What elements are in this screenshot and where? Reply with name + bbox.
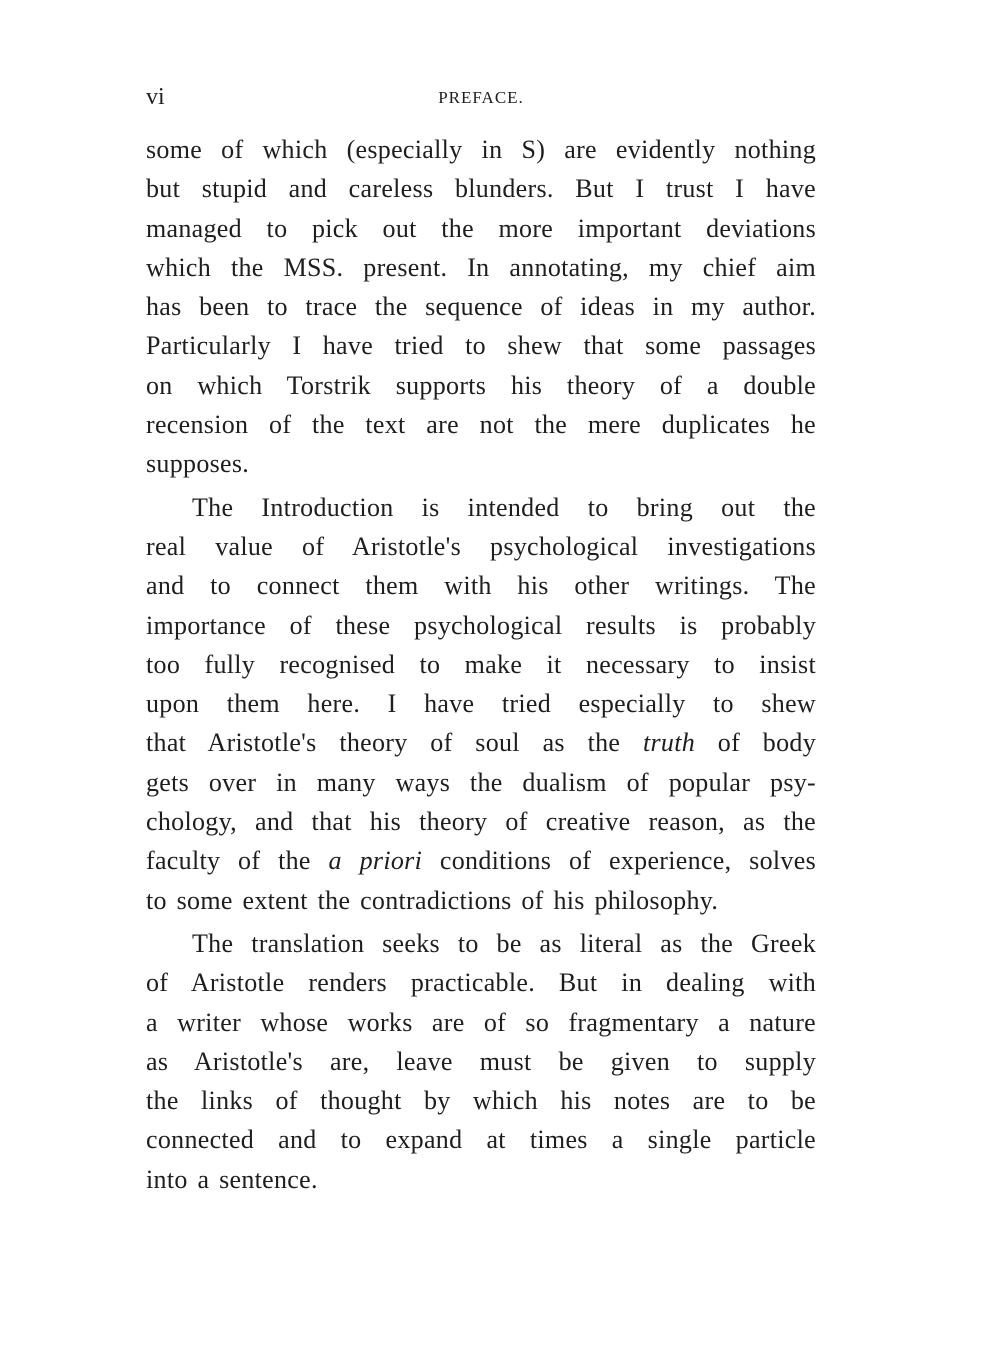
text-segment: on which Torstrik supports his theory of a double [146,370,816,400]
italic-text: truth [642,728,696,758]
text-line [146,366,816,405]
text-line [146,130,816,169]
text-line [146,488,816,527]
text-line [146,606,816,645]
text-line [146,684,816,723]
text-segment: of body [695,728,817,758]
paragraph [146,488,816,920]
text-segment: that Aristotle's theory of soul as the [146,728,643,758]
text-line [146,841,816,880]
italic-text: a priori [328,846,423,876]
text-segment: upon them here. I have tried especially to shew [146,689,816,719]
text-segment: importance of these psychological results is probably [146,610,816,640]
text-segment: The translation seeks to be as literal as the Greek [192,928,816,958]
text-line [146,763,816,802]
text-segment: a writer whose works are of so fragmentary a nature [146,1007,816,1037]
text-line [146,248,816,287]
text-segment: Particularly I have tried to shew that some passages [146,331,816,361]
text-segment: but stupid and careless blunders. But I trust I have [146,174,816,204]
text-line [146,444,816,483]
text-segment: the links of thought by which his notes are to be [146,1086,816,1116]
text-segment: as Aristotle's are, leave must be given to supply [146,1046,816,1076]
text-segment: supposes. [146,449,250,479]
text-segment: too fully recognised to make it necessary to insist [146,649,816,679]
text-line [146,1081,816,1120]
text-segment: and to connect them with his other writings. The [146,571,816,601]
page-header [146,84,816,114]
text-line [146,527,816,566]
text-line [146,287,816,326]
text-segment: into a sentence. [146,1164,318,1194]
text-segment: conditions of experience, solves [422,846,816,876]
text-line [146,645,816,684]
text-line [146,1003,816,1042]
running-title: PREFACE. [438,88,524,107]
text-segment: has been to trace the sequence of ideas in my author. [146,292,816,322]
text-segment: of Aristotle renders practicable. But in dealing with [146,968,816,998]
text-segment: managed to pick out the more important deviations [146,213,816,243]
text-line [146,169,816,208]
text-line [146,1120,816,1159]
text-segment: which the MSS. present. In annotating, my chief aim [146,252,816,282]
text-segment: some of which (especially in S) are evidently nothing [146,135,816,164]
page-number: vi [146,84,165,110]
text-segment: faculty of the [146,846,329,876]
text-line [146,963,816,1002]
body-text [146,130,816,1203]
paragraph [146,924,816,1199]
text-line [146,1042,816,1081]
text-line [146,881,816,920]
text-line [146,1160,816,1199]
text-segment: real value of Aristotle's psychological investigations [146,531,816,561]
paragraph [146,130,816,484]
text-line [146,209,816,248]
text-line [146,924,816,963]
text-line [146,723,816,762]
text-segment: chology, and that his theory of creative reason, as the [146,807,816,837]
text-segment: recension of the text are not the mere duplicates he [146,410,816,440]
text-line [146,326,816,365]
text-segment: to some extent the contradictions of his philosophy. [146,885,719,915]
text-line [146,802,816,841]
text-segment: The Introduction is intended to bring out the [192,492,816,522]
text-segment: connected and to expand at times a single particle [146,1125,816,1155]
text-segment: gets over in many ways the dualism of popular psy- [146,767,816,797]
text-line [146,405,816,444]
text-line [146,566,816,605]
